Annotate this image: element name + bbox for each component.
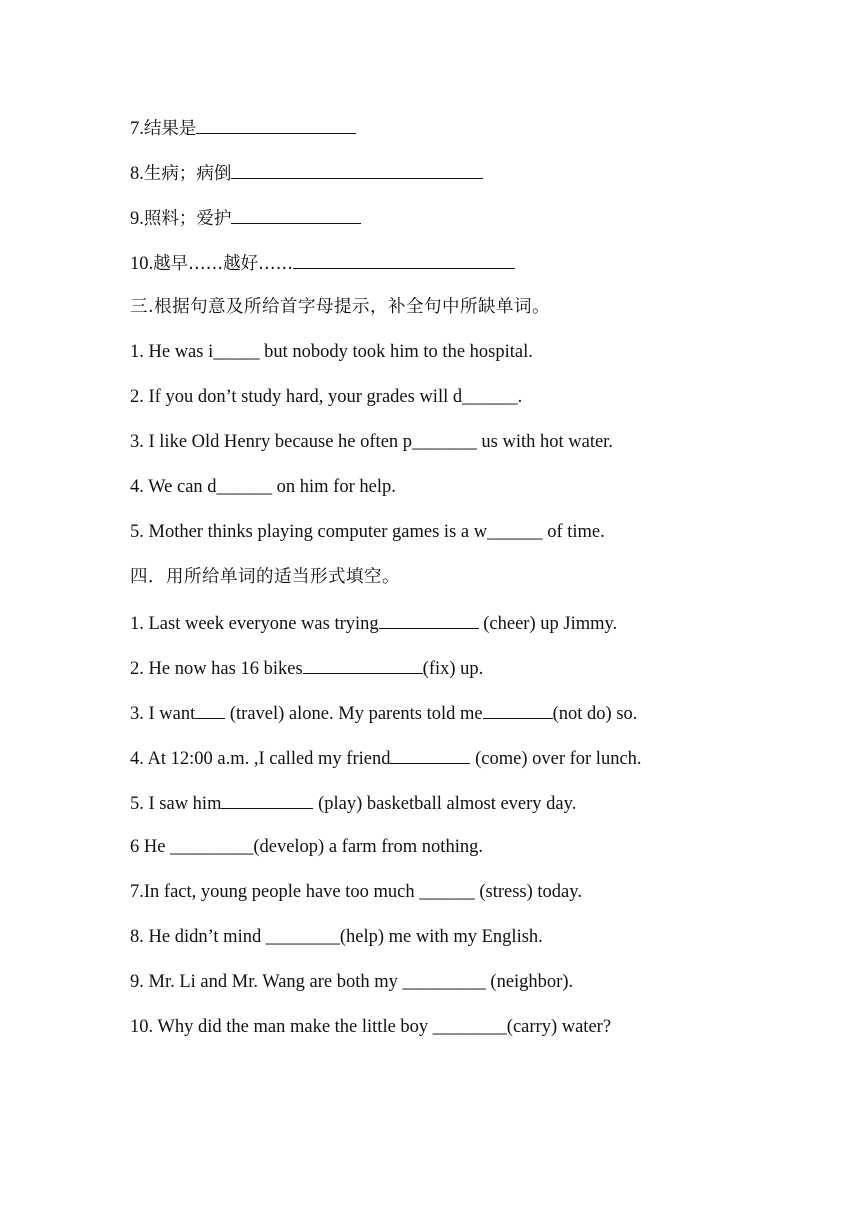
answer-blank[interactable] [303, 653, 423, 674]
section-4-title: 四．用所给单词的适当形式填空。 [130, 567, 400, 587]
answer-blank[interactable] [231, 203, 361, 224]
section-4-item-2 [130, 653, 770, 698]
section-3-item: 2. If you don’t study hard, your grades will d______. [130, 387, 523, 407]
item-text: 2. He now has 16 bikes [130, 659, 303, 679]
section-3-item: 1. He was i_____ but nobody took him to the hospital. [130, 342, 533, 362]
item-text: (cheer) up Jimmy. [478, 614, 618, 634]
vocab-text: 结果是 [143, 119, 197, 139]
section-4-item-5 [130, 788, 770, 833]
item-text: (not do) so. [552, 704, 638, 724]
vocab-text: 生病；病倒 [143, 164, 232, 184]
vocab-item-10 [130, 248, 770, 293]
section-4-item-7: 7.In fact, young people have too much ______ (stress) today. [130, 882, 582, 902]
section-4-item-9: 9. Mr. Li and Mr. Wang are both my _________ (neighbor). [130, 972, 574, 992]
vocab-item-8 [130, 158, 770, 203]
section-3-item: 3. I like Old Henry because he often p_______ us with hot water. [130, 432, 613, 452]
item-text: 1. Last week everyone was trying [130, 614, 379, 634]
section-3-item: 4. We can d______ on him for help. [130, 477, 396, 497]
item-text: 4. At 12:00 a.m. ,I called my friend [130, 749, 391, 769]
section-4-item-8: 8. He didn’t mind ________(help) me with my English. [130, 927, 543, 947]
item-text: 3. I want [130, 704, 196, 724]
section-3-item: 5. Mother thinks playing computer games is a w______ of time. [130, 522, 605, 542]
vocab-item-7 [130, 113, 770, 158]
item-text: 5. I saw him [130, 794, 222, 814]
section-4-item-4 [130, 743, 770, 788]
item-text: (play) basketball almost every day. [313, 794, 577, 814]
vocab-text: 越早……越好…… [153, 254, 294, 274]
item-text: (fix) up. [422, 659, 484, 679]
section-4-item-3 [130, 698, 770, 743]
vocab-number: 7. [130, 119, 144, 139]
answer-blank[interactable] [390, 743, 470, 764]
vocab-item-9 [130, 203, 770, 248]
answer-blank[interactable] [221, 788, 313, 809]
answer-blank[interactable] [195, 698, 225, 719]
vocab-number: 8. [130, 164, 144, 184]
answer-blank[interactable] [483, 698, 553, 719]
section-4-item-6: 6 He _________(develop) a farm from nothing. [130, 837, 483, 857]
item-text: (travel) alone. My parents told me [225, 704, 483, 724]
answer-blank[interactable] [231, 158, 483, 179]
vocab-number: 9. [130, 209, 144, 229]
vocab-text: 照料；爱护 [143, 209, 232, 229]
section-4-item-10: 10. Why did the man make the little boy ________(carry) water? [130, 1017, 612, 1037]
vocab-number: 10. [130, 254, 154, 274]
section-4-item-1 [130, 608, 770, 653]
item-text: (come) over for lunch. [470, 749, 642, 769]
answer-blank[interactable] [196, 113, 356, 134]
answer-blank[interactable] [379, 608, 479, 629]
section-3-title: 三.根据句意及所给首字母提示，补全句中所缺单词。 [130, 297, 551, 317]
worksheet-page [130, 113, 770, 1058]
answer-blank[interactable] [293, 248, 515, 269]
